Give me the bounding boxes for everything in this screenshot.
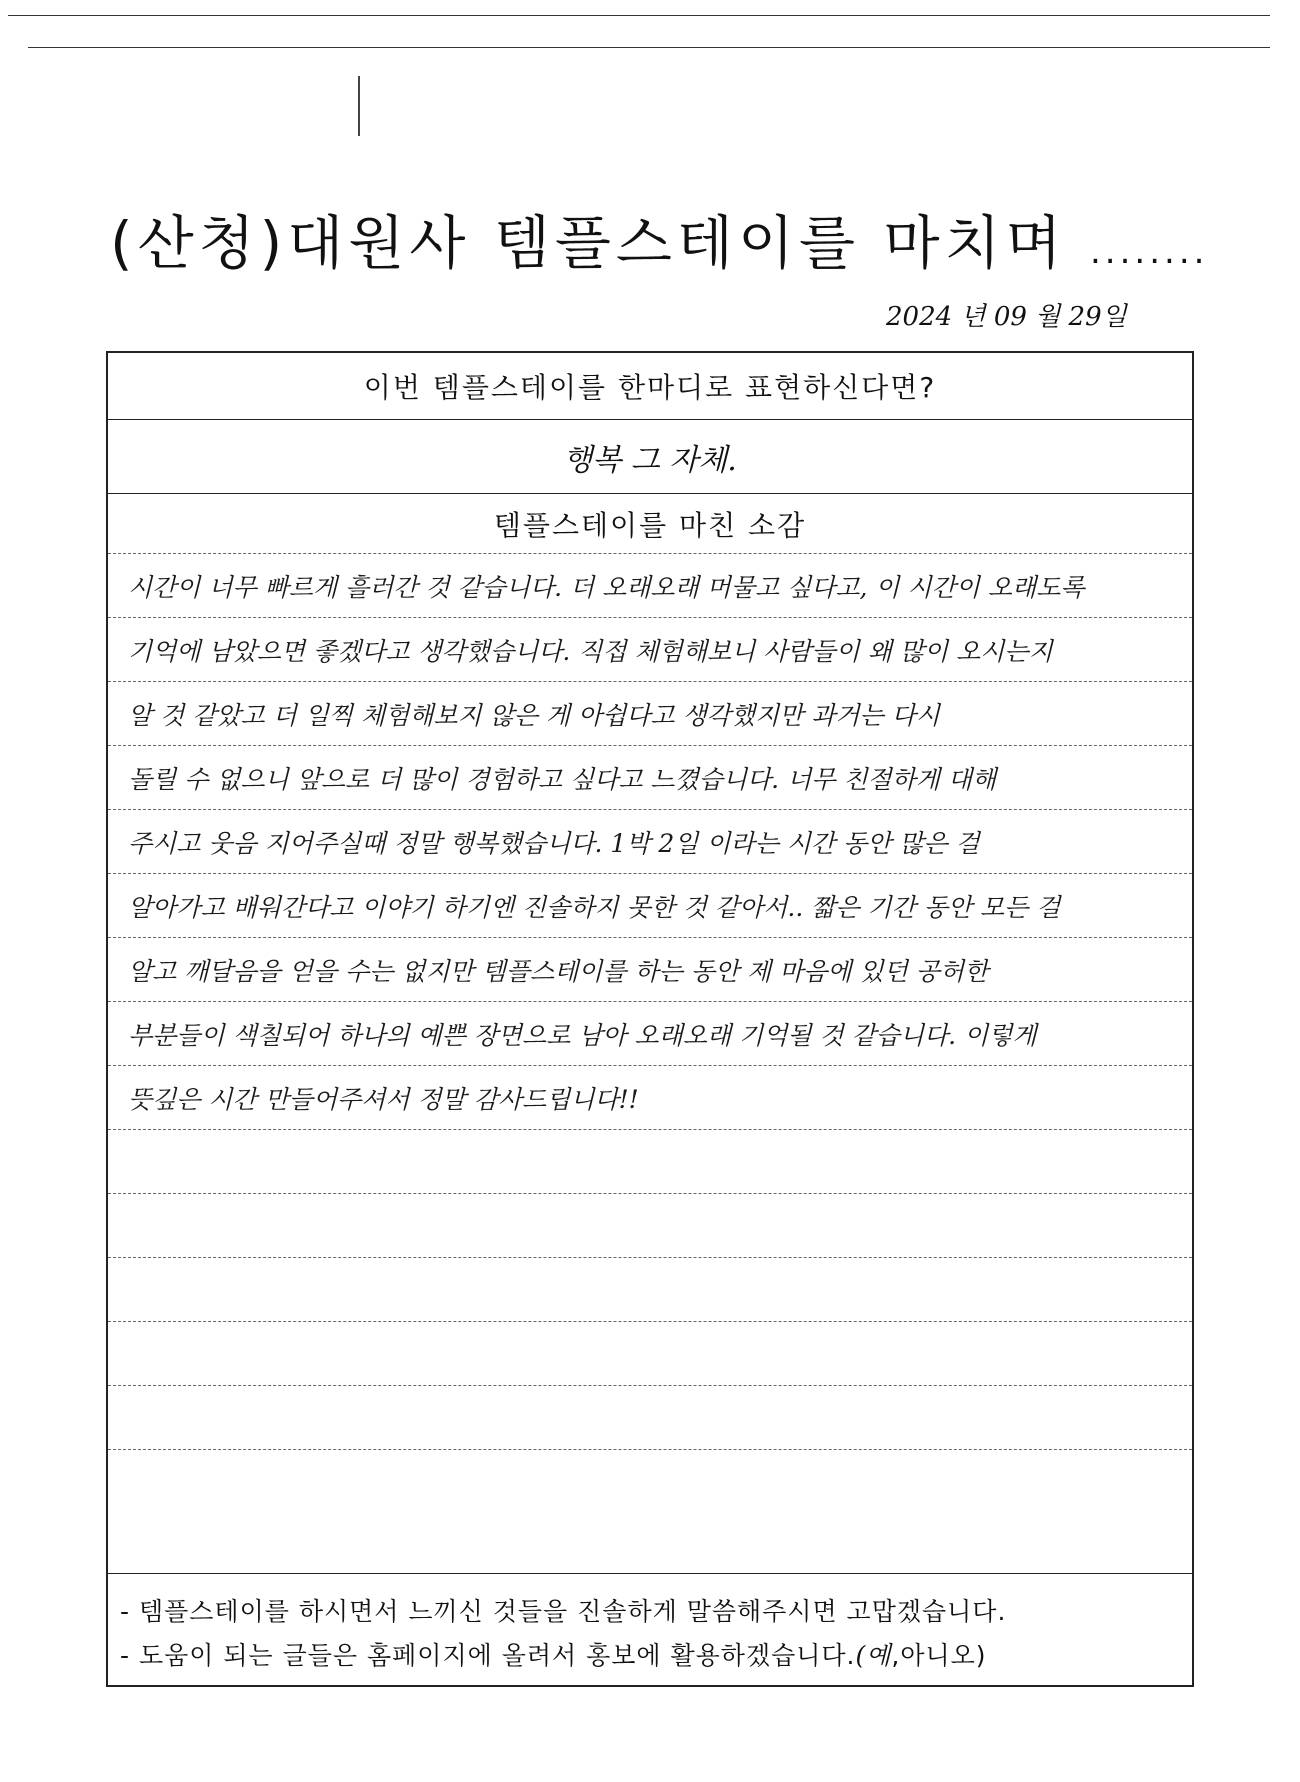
impression-line: 알아가고 배워간다고 이야기 하기엔 진솔하지 못한 것 같아서.. 짧은 기간 동안 모든 걸 bbox=[108, 874, 1192, 938]
feedback-form bbox=[106, 351, 1194, 1687]
title-text: (산청)대원사 템플스테이를 마치며 bbox=[110, 209, 1067, 277]
impression-line: 알 것 같았고 더 일찍 체험해보지 않은 게 아쉽다고 생각했지만 과거는 다시 bbox=[108, 682, 1192, 746]
page-title bbox=[110, 196, 1208, 280]
top-border-line-2 bbox=[28, 47, 1270, 48]
blank-line bbox=[108, 1386, 1192, 1450]
impression-line: 주시고 웃음 지어주실때 정말 행복했습니다. 1박 2일 이라는 시간 동안 많은 걸 bbox=[108, 810, 1192, 874]
blank-line bbox=[108, 1450, 1192, 1514]
blank-line bbox=[108, 1258, 1192, 1322]
impression-line: 부분들이 색칠되어 하나의 예쁜 장면으로 남아 오래오래 기억될 것 같습니다. 이렇게 bbox=[108, 1002, 1192, 1066]
impression-line: 알고 깨달음을 얻을 수는 없지만 템플스테이를 하는 동안 제 마음에 있던 공허한 bbox=[108, 938, 1192, 1002]
note-honesty: - 템플스테이를 하시면서 느끼신 것들을 진솔하게 말씀해주시면 고맙겠습니다. bbox=[120, 1597, 1007, 1626]
impression-line: 뜻깊은 시간 만들어주셔서 정말 감사드립니다!! bbox=[108, 1066, 1192, 1130]
note-publicity bbox=[120, 1634, 1192, 1678]
impressions-header-row bbox=[108, 494, 1192, 554]
title-dots: ........ bbox=[1089, 232, 1209, 272]
note-publicity-text: - 도움이 되는 글들은 홈페이지에 올려서 홍보에 활용하겠습니다. bbox=[120, 1641, 856, 1670]
answer-row bbox=[108, 420, 1192, 494]
impression-line: 돌릴 수 없으니 앞으로 더 많이 경험하고 싶다고 느꼈습니다. 너무 친절하게 대해 bbox=[108, 746, 1192, 810]
impressions-label: 템플스테이를 마친 소감 bbox=[493, 508, 807, 542]
blank-line bbox=[108, 1130, 1192, 1194]
answer-text: 행복 그 자체. bbox=[563, 442, 737, 478]
top-border-line bbox=[8, 15, 1270, 16]
consent-no: ,아니오) bbox=[891, 1641, 987, 1670]
question-label: 이번 템플스테이를 한마디로 표현하신다면? bbox=[363, 371, 937, 404]
blank-line bbox=[108, 1322, 1192, 1386]
impression-line: 시간이 너무 빠르게 흘러간 것 같습니다. 더 오래오래 머물고 싶다고, 이 시간이 오래도록 bbox=[108, 554, 1192, 618]
scan-mark bbox=[358, 76, 360, 136]
notes-section bbox=[108, 1573, 1192, 1685]
question-row bbox=[108, 353, 1192, 420]
date: 2024 년 09 월 29일 bbox=[886, 302, 1127, 332]
impression-line: 기억에 남았으면 좋겠다고 생각했습니다. 직접 체험해보니 사람들이 왜 많이 오시는지 bbox=[108, 618, 1192, 682]
blank-line bbox=[108, 1194, 1192, 1258]
consent-yes: (예 bbox=[855, 1641, 892, 1670]
